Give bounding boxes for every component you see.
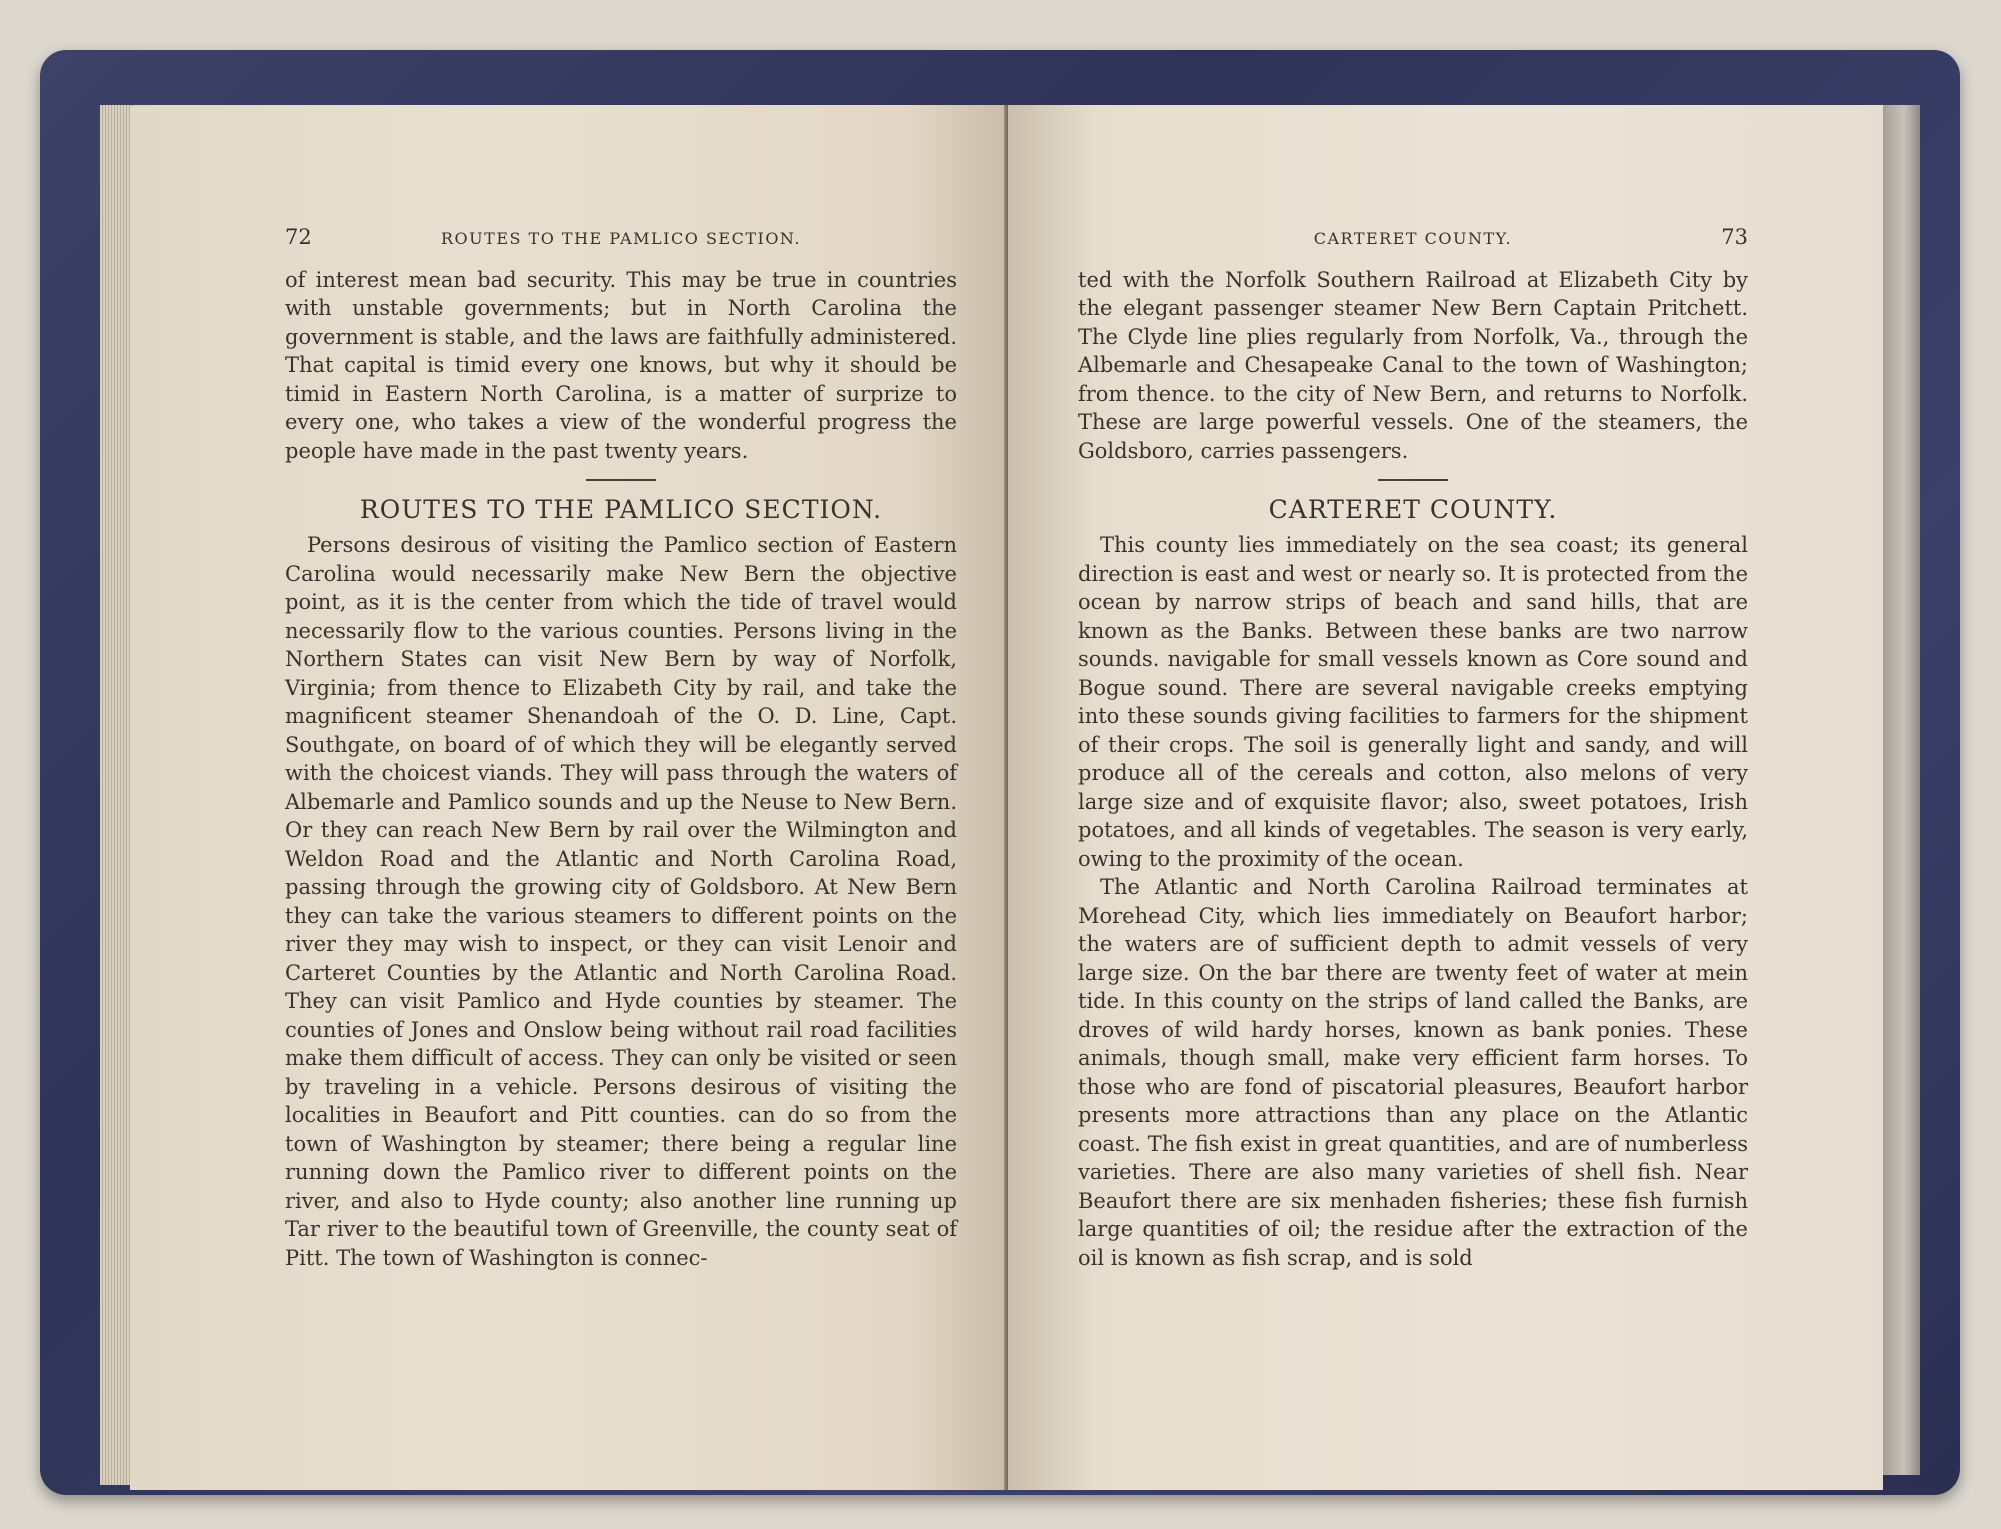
section-title: ROUTES TO THE PAMLICO SECTION. (359, 495, 883, 524)
section-title: CARTERET COUNTY. (1268, 495, 1558, 524)
paragraph: Persons desirous of visiting the Pamlico section of Eastern Carolina would necessarily make New Bern the objective point, as it is the center from which the tide of travel would necessarily flow to the various counties. Persons living in the Northern States can visit New Bern by way of Norfolk, Virginia; from thence to Elizabeth City by rail, and take the magnificent steamer Shenandoah of the O. D. Line, Capt. Southgate, on board of of which they will be elegantly served with the choicest viands. They will pass through the waters of Albemarle and Pamlico sounds and up the Neuse to New Bern. Or they can reach New Bern by rail over the Wilmington and Weldon Road and the Atlantic and North Carolina Road, passing through the growing city of Goldsboro. At New Bern they can take the various steamers to different points on the river they may wish to inspect, or they can visit Lenoir and Carteret Counties by the Atlantic and North Carolina Road. They can visit Pamlico and Hyde counties by steamer. The counties of Jones and Onslow being without rail road facilities make them difficult of access. They can only be visited or seen by traveling in a vehicle. Persons desirous of visiting the localities in Beaufort and Pitt counties. can do so from the town of Washington by steamer; there being a regular line running down the Pamlico river to different points on the river, and also to Hyde county; also another line running up Tar river to the beautiful town of Greenville, the county seat of Pitt. The town of Washington is connec- (285, 533, 957, 1270)
paragraph: The Atlantic and North Carolina Railroad terminates at Morehead City, which lies immediately on Beaufort harbor; the waters are of sufficient depth to admit vessels of very large size. On the bar there are twenty feet of water at mein tide. In this county on the strips of land called the Banks, are droves of wild hardy horses, known as bank ponies. These animals, though small, make very efficient farm horses. To those who are fond of piscatorial pleasures, Beaufort harbor presents more attractions than any place on the Atlantic coast. The fish exist in great quantities, and are of numberless varieties. There are also many varieties of shell fish. Near Beaufort there are six menhaden fisheries; these fish furnish large quantities of oil; the residue after the extraction of the oil is known as fish scrap, and is sold (1078, 875, 1748, 1270)
section-divider (586, 479, 656, 481)
paragraph: This county lies immediately on the sea coast; its general direction is east and west or nearly so. It is protected from the ocean by narrow strips of beach and sand hills, that are known as the Banks. Between these banks are two narrow sounds. navigable for small vessels known as Core sound and Bogue sound. There are several navigable creeks emptying into these sounds giving facilities to farmers for the shipment of their crops. The soil is generally light and sandy, and will produce all of the cereals and cotton, also melons of very large size and of exquisite flavor; also, sweet potatoes, Irish potatoes, and all kinds of vegetables. The season is very early, owing to the proximity of the ocean. (1078, 533, 1748, 871)
left-page (130, 105, 1008, 1490)
page-edges-right (1880, 105, 1920, 1475)
paragraph: of interest mean bad security. This may be true in countries with unstable governments; but in North Carolina the government is stable, and the laws are faithfully administered. That capital is timid every one knows, but why it should be timid in Eastern North Carolina, is a matter of surprize to every one, who takes a view of the wonderful progress the people have made in the past twenty years. (285, 267, 957, 463)
left-page-text (285, 223, 957, 1272)
right-page-text (1078, 223, 1748, 1272)
page-number: 73 (1721, 225, 1748, 249)
running-head (1078, 223, 1748, 254)
running-title: CARTERET COUNTY. (1313, 229, 1513, 248)
page-edges-left (100, 105, 132, 1485)
right-page (1008, 105, 1883, 1490)
page-number: 72 (285, 225, 312, 249)
section-divider (1378, 479, 1448, 481)
running-head (285, 223, 957, 254)
paragraph: ted with the Norfolk Southern Railroad at Elizabeth City by the elegant passenger steamer New Bern Captain Pritchett. The Clyde line plies regularly from Norfolk, Va., through the Albemarle and Chesapeake Canal to the town of Washington; from thence. to the city of New Bern, and returns to Norfolk. These are large powerful vessels. One of the steamers, the Goldsboro, carries passengers. (1078, 267, 1748, 463)
running-title: ROUTES TO THE PAMLICO SECTION. (441, 229, 801, 248)
